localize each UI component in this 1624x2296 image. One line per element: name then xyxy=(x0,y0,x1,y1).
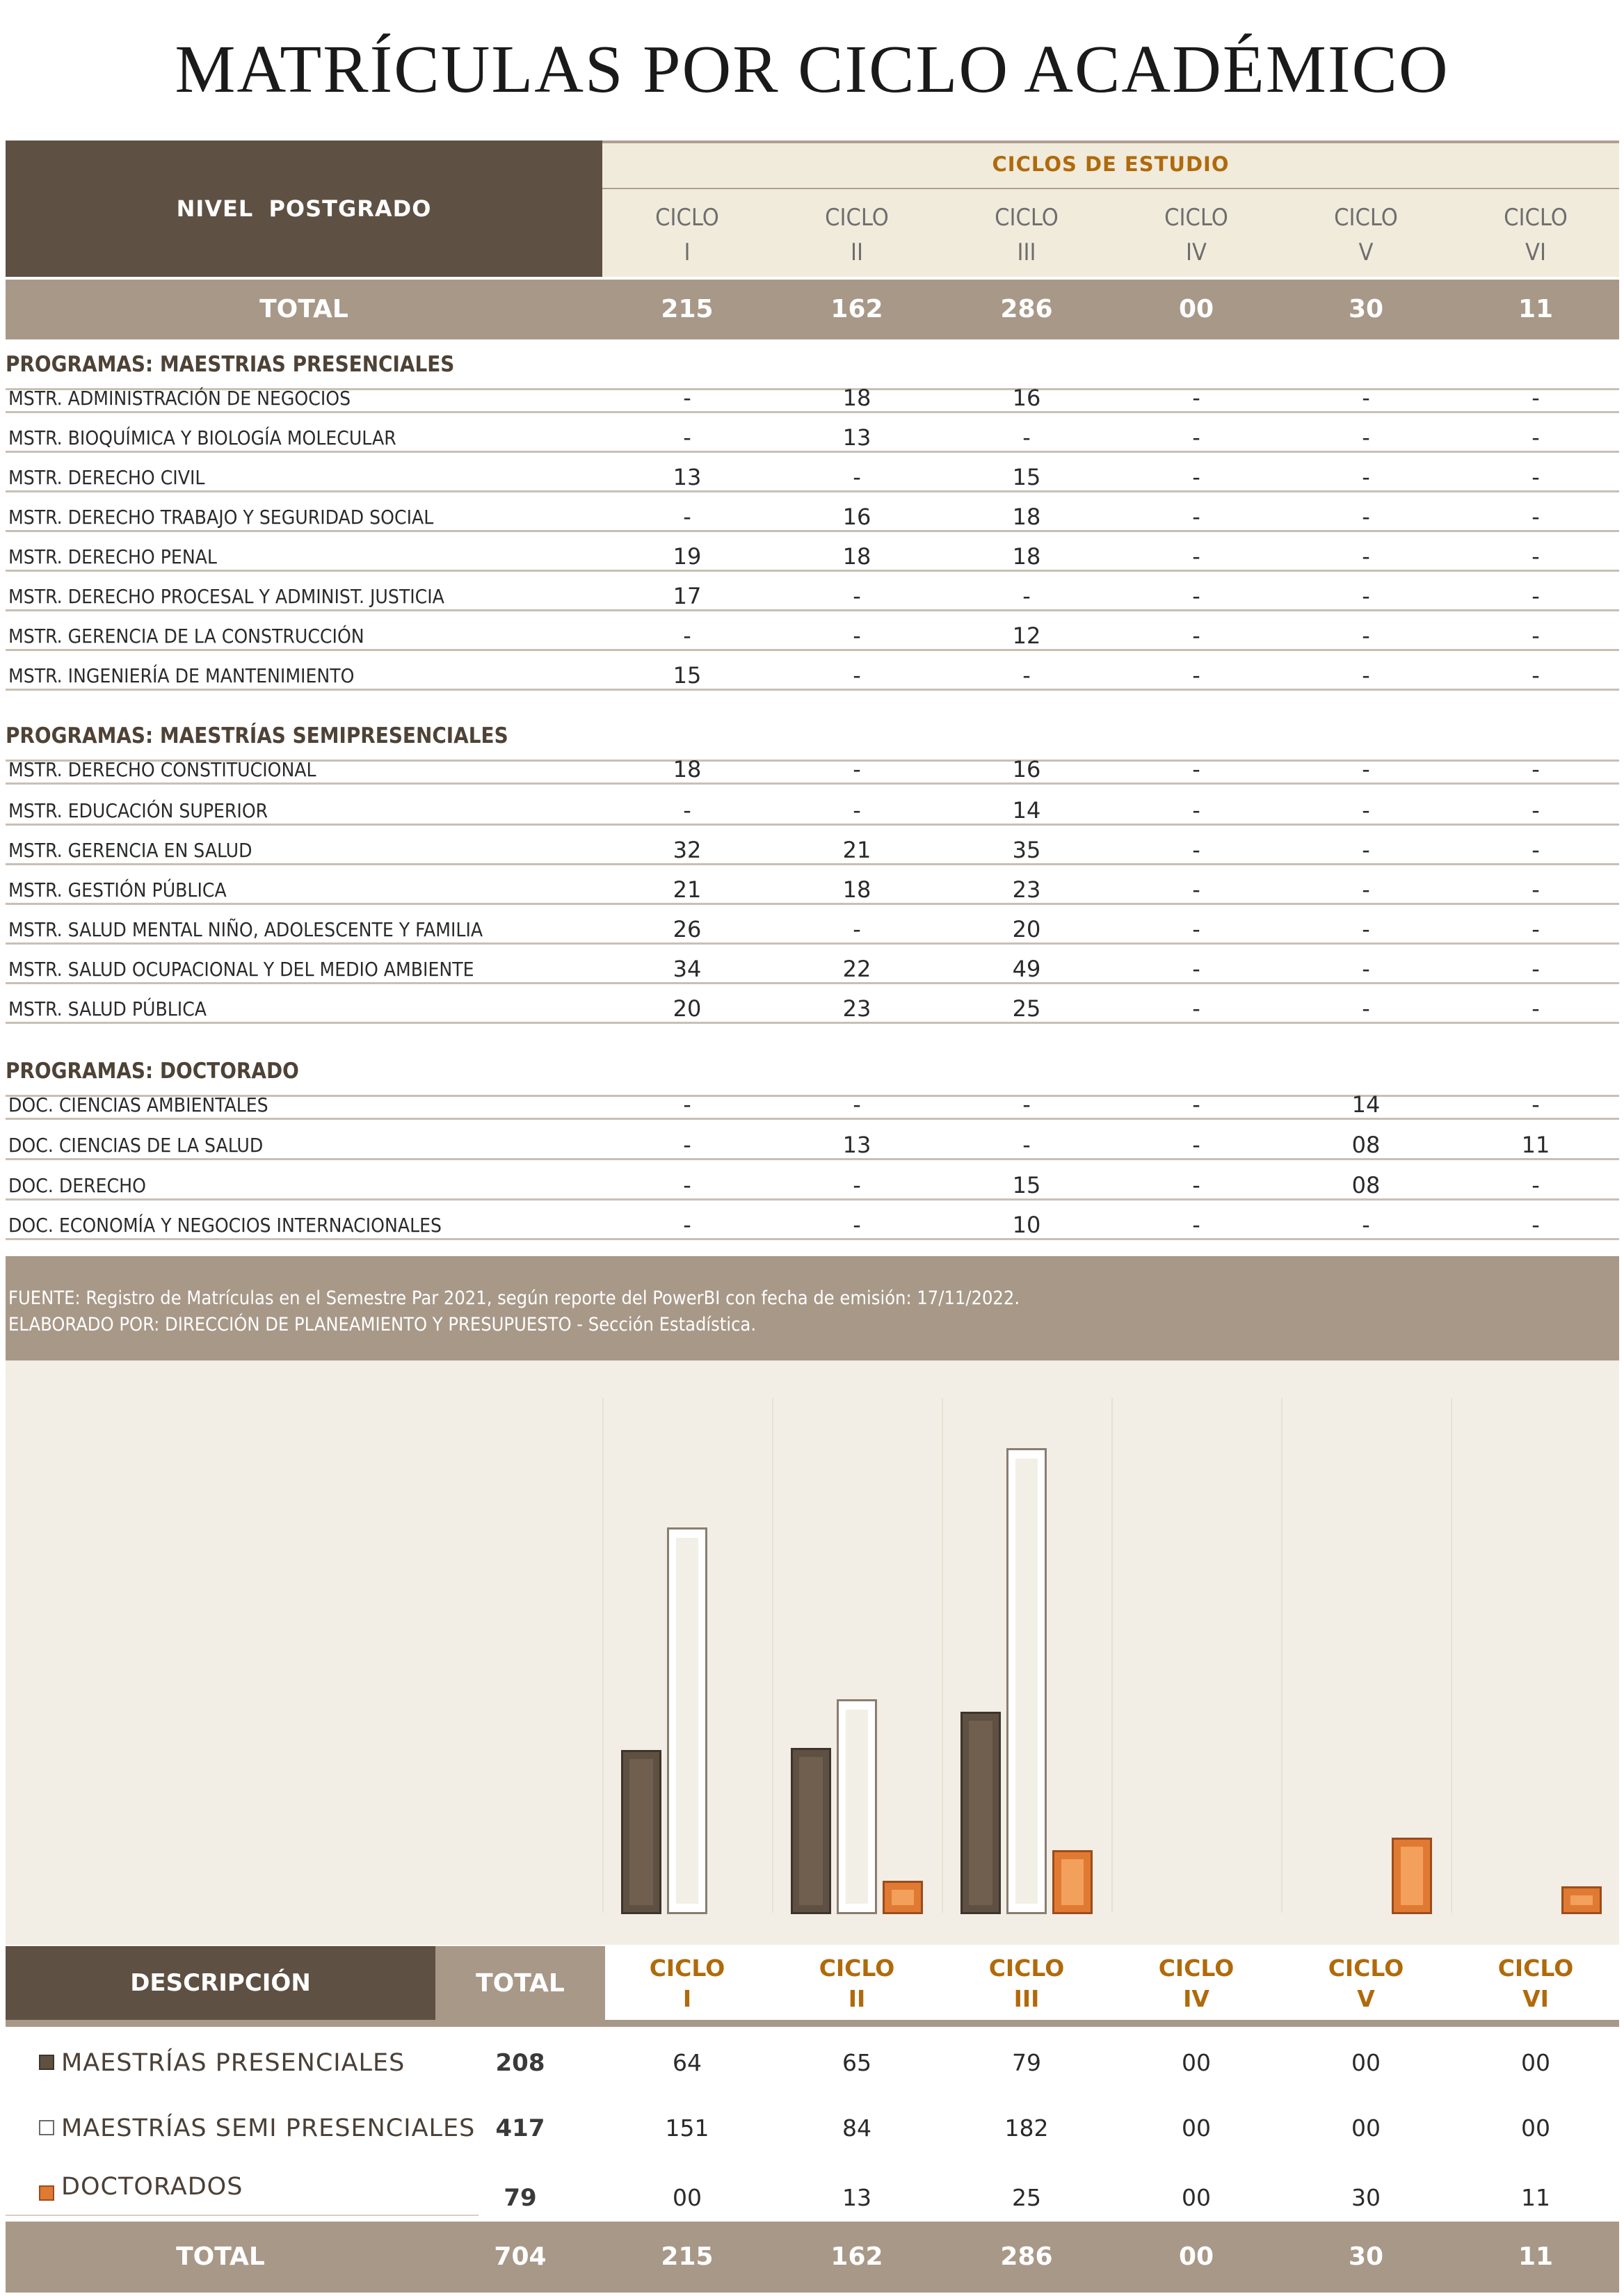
summary-cycle-number: VI xyxy=(1522,1985,1549,2012)
summary-value: 65 xyxy=(842,2049,871,2076)
grand-total-cycle-value: 215 xyxy=(661,2242,714,2271)
grand-total-row xyxy=(6,2222,1619,2293)
program-value: - xyxy=(1192,916,1200,942)
bar-presenciales xyxy=(960,1712,1001,1914)
summary-cycle-number: IV xyxy=(1183,1985,1209,2012)
program-row xyxy=(6,495,1619,532)
program-name: DOC. CIENCIAS AMBIENTALES xyxy=(8,1093,268,1116)
program-row xyxy=(6,986,1619,1024)
program-name: MSTR. GERENCIA EN SALUD xyxy=(8,839,252,862)
program-row xyxy=(6,1082,1619,1120)
bar-semipresenciales xyxy=(667,1527,707,1914)
program-value: - xyxy=(1362,916,1370,942)
summary-divider xyxy=(6,2020,1619,2027)
summary-value: 84 xyxy=(842,2114,871,2142)
description-header: DESCRIPCIÓN xyxy=(6,1946,435,2020)
program-value: 32 xyxy=(673,837,702,863)
program-value: - xyxy=(1531,504,1540,530)
program-value: - xyxy=(853,1091,861,1118)
program-value: - xyxy=(683,504,691,530)
program-row xyxy=(6,1203,1619,1240)
program-value: - xyxy=(853,756,861,782)
program-value: - xyxy=(1192,837,1200,863)
program-value: 21 xyxy=(842,837,871,863)
program-value: - xyxy=(1022,1091,1031,1118)
program-value: - xyxy=(1531,1091,1540,1118)
program-value: - xyxy=(1531,756,1540,782)
program-row xyxy=(6,415,1619,453)
program-value: 49 xyxy=(1012,956,1041,982)
program-value: - xyxy=(853,464,861,490)
summary-cycle-header xyxy=(801,1946,913,2020)
total-header: TOTAL xyxy=(435,1946,605,2020)
cycle-header xyxy=(801,200,913,270)
program-value: - xyxy=(1362,995,1370,1022)
summary-cycle-word: CICLO xyxy=(1328,1954,1404,1982)
program-value: 21 xyxy=(673,876,702,903)
program-value: 23 xyxy=(842,995,871,1022)
source-line: FUENTE: Registro de Matrículas en el Semestre Par 2021, según reporte del PowerBI con fecha de emisión: 17/11/2022. xyxy=(8,1287,1020,1309)
program-value: 16 xyxy=(1012,385,1041,411)
program-value: - xyxy=(853,797,861,824)
total-label: TOTAL xyxy=(259,295,348,323)
program-name: MSTR. GERENCIA DE LA CONSTRUCCIÓN xyxy=(8,625,364,648)
program-row xyxy=(6,574,1619,611)
program-value: 08 xyxy=(1351,1132,1381,1158)
section-title: PROGRAMAS: MAESTRÍAS SEMIPRESENCIALES xyxy=(6,723,508,748)
summary-value: 11 xyxy=(1521,2184,1550,2211)
program-value: - xyxy=(853,583,861,609)
program-value: - xyxy=(1531,1172,1540,1198)
summary-cycle-word: CICLO xyxy=(819,1954,895,1982)
summary-row xyxy=(6,2027,1619,2092)
cycle-header xyxy=(971,200,1082,270)
program-value: - xyxy=(1362,583,1370,609)
program-name: MSTR. ADMINISTRACIÓN DE NEGOCIOS xyxy=(8,387,351,410)
summary-cycle-number: III xyxy=(1013,1985,1040,2012)
program-value: - xyxy=(683,1091,691,1118)
program-value: - xyxy=(1192,583,1200,609)
program-value: 12 xyxy=(1012,623,1041,649)
program-value: 13 xyxy=(842,1132,871,1158)
program-value: - xyxy=(1362,956,1370,982)
total-value: 00 xyxy=(1178,295,1214,323)
program-value: - xyxy=(1531,995,1540,1022)
program-value: - xyxy=(1362,756,1370,782)
program-value: - xyxy=(683,1172,691,1198)
program-value: 14 xyxy=(1012,797,1041,824)
program-value: - xyxy=(683,623,691,649)
summary-cycle-header xyxy=(1310,1946,1422,2020)
program-row xyxy=(6,907,1619,945)
program-value: - xyxy=(1362,797,1370,824)
program-name: MSTR. SALUD OCUPACIONAL Y DEL MEDIO AMBIENTE xyxy=(8,958,474,981)
program-value: - xyxy=(1022,662,1031,689)
program-row xyxy=(6,653,1619,691)
summary-value: 13 xyxy=(842,2184,871,2211)
summary-cycle-number: II xyxy=(848,1985,866,2012)
total-row xyxy=(6,280,1619,339)
program-value: 10 xyxy=(1012,1212,1041,1238)
program-value: - xyxy=(1531,385,1540,411)
legend-swatch xyxy=(39,2120,54,2135)
program-row xyxy=(6,613,1619,651)
cycle-header-number: IV xyxy=(1186,239,1207,266)
summary-value: 00 xyxy=(1521,2114,1550,2142)
program-value: - xyxy=(1531,464,1540,490)
summary-value: 00 xyxy=(673,2184,702,2211)
program-value: 26 xyxy=(673,916,702,942)
summary-value: 182 xyxy=(1004,2114,1049,2142)
program-value: 13 xyxy=(842,424,871,451)
summary-value: 151 xyxy=(665,2114,709,2142)
program-value: - xyxy=(1192,623,1200,649)
summary-label: MAESTRÍAS SEMI PRESENCIALES xyxy=(61,2114,476,2142)
cycle-header-word: CICLO xyxy=(1334,204,1398,232)
program-value: - xyxy=(1192,504,1200,530)
program-row xyxy=(6,1123,1619,1160)
program-value: 18 xyxy=(842,385,871,411)
program-value: - xyxy=(1192,797,1200,824)
program-name: MSTR. SALUD PÚBLICA xyxy=(8,997,207,1020)
summary-total: 79 xyxy=(504,2184,537,2212)
program-row xyxy=(6,455,1619,492)
summary-value: 00 xyxy=(1182,2049,1211,2076)
program-value: 34 xyxy=(673,956,702,982)
grand-total-cycle-value: 162 xyxy=(830,2242,883,2271)
program-value: 23 xyxy=(1012,876,1041,903)
summary-value: 00 xyxy=(1182,2114,1211,2142)
program-value: - xyxy=(1531,837,1540,863)
program-row xyxy=(6,867,1619,905)
cycle-header-number: VI xyxy=(1525,239,1546,266)
summary-row xyxy=(6,2092,1619,2158)
cycle-header-number: II xyxy=(850,239,864,266)
nivel-header: NIVEL POSTGRADO xyxy=(6,141,602,277)
summary-total: 208 xyxy=(495,2049,545,2077)
program-value: 15 xyxy=(673,662,702,689)
bar-doctorados xyxy=(1561,1886,1602,1914)
grand-total-cycle-value: 11 xyxy=(1518,2242,1554,2271)
program-value: - xyxy=(1362,543,1370,570)
program-name: MSTR. EDUCACIÓN SUPERIOR xyxy=(8,799,268,822)
program-value: - xyxy=(683,797,691,824)
program-value: - xyxy=(1531,876,1540,903)
elaborated-line: ELABORADO POR: DIRECCIÓN DE PLANEAMIENTO Y PRESUPUESTO - Sección Estadística. xyxy=(8,1314,757,1335)
grand-total-value: 704 xyxy=(494,2242,547,2271)
program-value: - xyxy=(1192,543,1200,570)
legend-swatch xyxy=(39,2185,54,2201)
program-value: - xyxy=(1362,504,1370,530)
program-value: - xyxy=(1192,662,1200,689)
bar-doctorados xyxy=(883,1881,923,1914)
program-value: - xyxy=(1022,1132,1031,1158)
program-value: - xyxy=(1192,464,1200,490)
program-value: 13 xyxy=(673,464,702,490)
program-value: - xyxy=(1362,623,1370,649)
grand-total-cycle-value: 30 xyxy=(1348,2242,1384,2271)
summary-cycle-word: CICLO xyxy=(649,1954,725,1982)
program-value: - xyxy=(1362,876,1370,903)
chart-gridline xyxy=(1281,1398,1283,1913)
bar-doctorados xyxy=(1392,1838,1432,1914)
program-name: MSTR. DERECHO CONSTITUCIONAL xyxy=(8,758,316,781)
program-value: 16 xyxy=(1012,756,1041,782)
program-value: 22 xyxy=(842,956,871,982)
cycle-header-number: III xyxy=(1017,239,1036,266)
program-value: - xyxy=(1022,424,1031,451)
program-value: - xyxy=(1192,1132,1200,1158)
chart-gridline xyxy=(1111,1398,1113,1913)
program-row xyxy=(6,947,1619,984)
summary-cycle-word: CICLO xyxy=(988,1954,1065,1982)
summary-value: 00 xyxy=(1521,2049,1550,2076)
bar-doctorados xyxy=(1052,1850,1093,1914)
total-value: 162 xyxy=(830,295,883,323)
program-value: - xyxy=(1192,956,1200,982)
program-value: - xyxy=(1192,1212,1200,1238)
summary-cycle-number: V xyxy=(1357,1985,1375,2012)
chart-gridline xyxy=(942,1398,943,1913)
cycle-header xyxy=(1310,200,1422,270)
chart-gridline xyxy=(772,1398,773,1913)
total-value: 11 xyxy=(1518,295,1554,323)
program-row xyxy=(6,828,1619,865)
bar-presenciales xyxy=(791,1748,831,1914)
program-value: 18 xyxy=(842,543,871,570)
summary-row xyxy=(6,2158,1619,2223)
program-value: - xyxy=(683,1212,691,1238)
program-name: DOC. CIENCIAS DE LA SALUD xyxy=(8,1134,264,1157)
program-value: - xyxy=(1192,385,1200,411)
cycle-header-number: I xyxy=(684,239,691,266)
program-row xyxy=(6,534,1619,572)
program-value: - xyxy=(1531,956,1540,982)
program-value: 35 xyxy=(1012,837,1041,863)
program-value: - xyxy=(1531,583,1540,609)
program-value: - xyxy=(1192,995,1200,1022)
cycle-header-number: V xyxy=(1358,239,1374,266)
summary-label: MAESTRÍAS PRESENCIALES xyxy=(61,2049,405,2077)
summary-total: 417 xyxy=(495,2114,545,2142)
program-value: 08 xyxy=(1351,1172,1381,1198)
program-value: 17 xyxy=(673,583,702,609)
program-row xyxy=(6,1163,1619,1201)
program-value: - xyxy=(1531,662,1540,689)
summary-bottom-line xyxy=(6,2215,479,2216)
program-row xyxy=(6,747,1619,785)
summary-value: 00 xyxy=(1351,2049,1381,2076)
cycle-header-word: CICLO xyxy=(995,204,1059,232)
cycle-header-word: CICLO xyxy=(1504,204,1568,232)
program-row xyxy=(6,376,1619,413)
summary-cycle-word: CICLO xyxy=(1158,1954,1235,1982)
program-value: 16 xyxy=(842,504,871,530)
summary-cycle-header xyxy=(971,1946,1082,2020)
summary-value: 30 xyxy=(1351,2184,1381,2211)
summary-cycle-header xyxy=(632,1946,743,2020)
program-name: MSTR. GESTIÓN PÚBLICA xyxy=(8,878,227,901)
page-title: MATRÍCULAS POR CICLO ACADÉMICO xyxy=(175,32,1449,107)
summary-label: DOCTORADOS xyxy=(61,2173,243,2201)
program-value: - xyxy=(1022,583,1031,609)
program-name: DOC. DERECHO xyxy=(8,1174,146,1197)
program-value: - xyxy=(1192,756,1200,782)
program-value: 11 xyxy=(1521,1132,1550,1158)
summary-value: 25 xyxy=(1012,2184,1041,2211)
program-value: - xyxy=(683,1132,691,1158)
total-value: 215 xyxy=(661,295,714,323)
program-value: - xyxy=(1362,424,1370,451)
program-value: 20 xyxy=(1012,916,1041,942)
program-value: - xyxy=(1192,1172,1200,1198)
program-value: - xyxy=(1531,543,1540,570)
program-value: 25 xyxy=(1012,995,1041,1022)
program-value: 18 xyxy=(842,876,871,903)
program-value: - xyxy=(853,1172,861,1198)
total-value: 30 xyxy=(1348,295,1384,323)
program-name: DOC. ECONOMÍA Y NEGOCIOS INTERNACIONALES xyxy=(8,1214,442,1237)
grand-total-label: TOTAL xyxy=(176,2242,265,2271)
total-value: 286 xyxy=(1000,295,1053,323)
program-value: - xyxy=(1362,464,1370,490)
program-value: - xyxy=(683,385,691,411)
ciclos-header: CICLOS DE ESTUDIO xyxy=(992,152,1230,176)
program-value: 20 xyxy=(673,995,702,1022)
program-value: 15 xyxy=(1012,464,1041,490)
bar-presenciales xyxy=(621,1750,661,1914)
program-value: - xyxy=(853,916,861,942)
grand-total-cycle-value: 286 xyxy=(1000,2242,1053,2271)
program-value: - xyxy=(853,623,861,649)
section-title: PROGRAMAS: MAESTRIAS PRESENCIALES xyxy=(6,352,455,377)
summary-cycle-header xyxy=(1141,1946,1252,2020)
program-value: 18 xyxy=(1012,543,1041,570)
program-value: - xyxy=(1192,876,1200,903)
program-value: - xyxy=(1362,1212,1370,1238)
program-name: MSTR. SALUD MENTAL NIÑO, ADOLESCENTE Y FAMILIA xyxy=(8,918,483,941)
program-name: MSTR. INGENIERÍA DE MANTENIMIENTO xyxy=(8,664,355,687)
chart-gridline xyxy=(602,1398,604,1913)
summary-value: 79 xyxy=(1012,2049,1041,2076)
cycle-header xyxy=(1480,200,1591,270)
program-name: MSTR. BIOQUÍMICA Y BIOLOGÍA MOLECULAR xyxy=(8,426,396,449)
program-name: MSTR. DERECHO CIVIL xyxy=(8,466,205,489)
program-value: - xyxy=(1531,623,1540,649)
program-value: - xyxy=(1531,797,1540,824)
program-value: - xyxy=(1362,662,1370,689)
summary-value: 64 xyxy=(673,2049,702,2076)
program-value: 19 xyxy=(673,543,702,570)
program-value: - xyxy=(1192,424,1200,451)
source-note xyxy=(6,1256,1619,1360)
grand-total-cycle-value: 00 xyxy=(1178,2242,1214,2271)
program-value: - xyxy=(853,662,861,689)
program-value: - xyxy=(1531,424,1540,451)
program-value: - xyxy=(1362,385,1370,411)
summary-value: 00 xyxy=(1351,2114,1381,2142)
cycle-header-word: CICLO xyxy=(825,204,889,232)
program-value: - xyxy=(683,424,691,451)
legend-swatch xyxy=(39,2055,54,2070)
cycle-header-word: CICLO xyxy=(655,204,719,232)
cycle-header xyxy=(632,200,743,270)
program-value: 14 xyxy=(1351,1091,1381,1118)
program-value: - xyxy=(853,1212,861,1238)
cycle-header-word: CICLO xyxy=(1164,204,1228,232)
bar-semipresenciales xyxy=(1006,1448,1047,1914)
program-row xyxy=(6,788,1619,826)
program-value: - xyxy=(1531,1212,1540,1238)
program-name: MSTR. DERECHO TRABAJO Y SEGURIDAD SOCIAL xyxy=(8,506,434,529)
program-value: - xyxy=(1531,916,1540,942)
program-value: - xyxy=(1362,837,1370,863)
header-divider xyxy=(602,188,1619,189)
program-value: - xyxy=(1192,1091,1200,1118)
bar-semipresenciales xyxy=(837,1699,877,1914)
summary-cycle-header xyxy=(1480,1946,1591,2020)
chart-gridline xyxy=(1451,1398,1452,1913)
summary-value: 00 xyxy=(1182,2184,1211,2211)
summary-cycle-number: I xyxy=(682,1985,692,2012)
program-value: 18 xyxy=(673,756,702,782)
program-value: 15 xyxy=(1012,1172,1041,1198)
cycle-header xyxy=(1141,200,1252,270)
program-value: 18 xyxy=(1012,504,1041,530)
summary-cycle-word: CICLO xyxy=(1497,1954,1574,1982)
section-title: PROGRAMAS: DOCTORADO xyxy=(6,1059,299,1084)
program-name: MSTR. DERECHO PENAL xyxy=(8,545,217,568)
program-name: MSTR. DERECHO PROCESAL Y ADMINIST. JUSTICIA xyxy=(8,585,444,608)
